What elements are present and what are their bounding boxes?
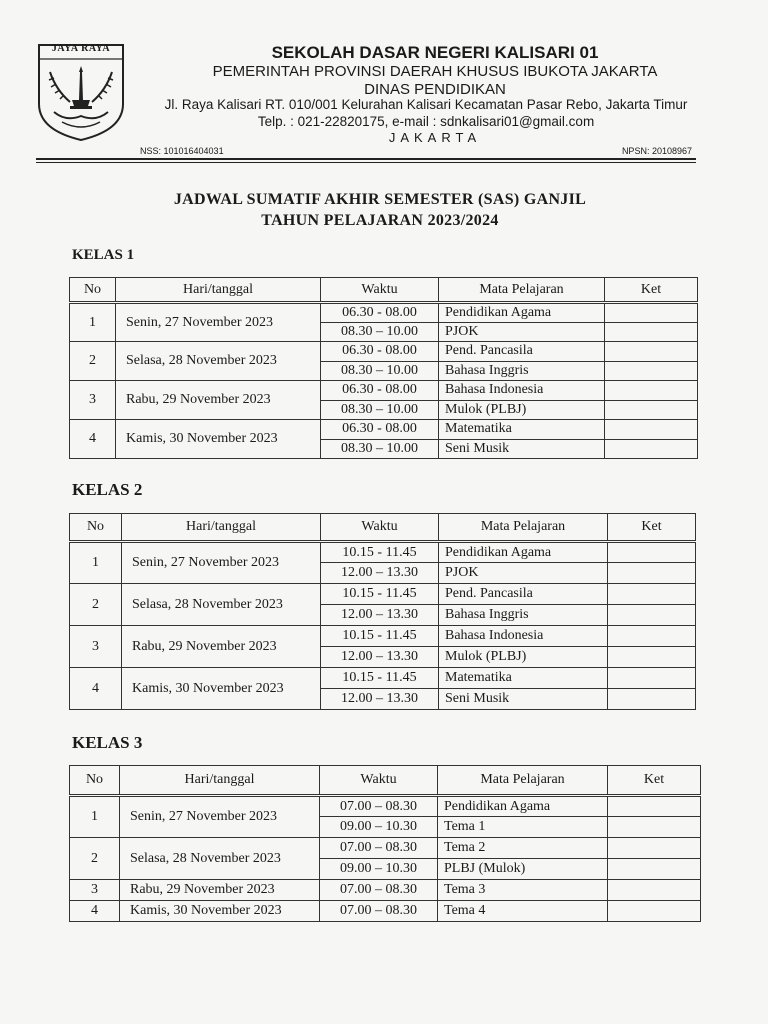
school-address: Jl. Raya Kalisari RT. 010/001 Kelurahan Kalisari Kecamatan Pasar Rebo, Jakarta Timur [164, 97, 688, 112]
exam-note [608, 584, 696, 605]
document-title: JADWAL SUMATIF AKHIR SEMESTER (SAS) GANJIL [173, 191, 587, 208]
exam-note [605, 303, 698, 323]
exam-subject: Bahasa Indonesia [439, 626, 608, 647]
logo-text: JAYA RAYA [51, 43, 111, 54]
exam-subject: Matematika [439, 420, 605, 440]
exam-note [608, 647, 696, 668]
exam-subject: Tema 2 [438, 838, 608, 859]
exam-time: 08.30 – 10.00 [321, 400, 439, 420]
exam-day: Selasa, 28 November 2023 [120, 838, 320, 880]
school-contact: Telp. : 021-22820175, e-mail : sdnkalisari01@gmail.com [257, 114, 595, 129]
exam-time: 08.30 – 10.00 [321, 439, 439, 459]
exam-time: 08.30 – 10.00 [321, 322, 439, 342]
table-row [70, 303, 698, 323]
exam-time: 07.00 – 08.30 [320, 880, 438, 901]
column-header: Hari/tanggal [120, 766, 320, 796]
table-row [70, 901, 701, 922]
column-header: Mata Pelajaran [438, 766, 608, 796]
exam-note [608, 796, 701, 817]
exam-time: 10.15 - 11.45 [321, 584, 439, 605]
table-row [70, 838, 701, 859]
kelas-2-schedule-table [69, 513, 696, 710]
exam-subject: Pendidikan Agama [439, 542, 608, 563]
kelas-2-heading: KELAS 2 [72, 480, 143, 499]
table-row [70, 381, 698, 401]
exam-note [605, 439, 698, 459]
column-header: Hari/tanggal [122, 514, 321, 542]
exam-day: Senin, 27 November 2023 [120, 796, 320, 838]
exam-time: 06.30 - 08.00 [321, 420, 439, 440]
column-header: No [70, 278, 116, 303]
exam-note [608, 563, 696, 584]
column-header: Waktu [320, 766, 438, 796]
jaya-raya-logo [36, 42, 126, 142]
row-number: 1 [70, 542, 122, 584]
exam-day: Kamis, 30 November 2023 [120, 901, 320, 922]
exam-subject: PJOK [439, 563, 608, 584]
exam-day: Kamis, 30 November 2023 [122, 668, 321, 710]
exam-subject: Pendidikan Agama [438, 796, 608, 817]
column-header: Waktu [321, 278, 439, 303]
exam-subject: Tema 1 [438, 817, 608, 838]
table-header-row [70, 278, 698, 303]
exam-note [608, 605, 696, 626]
exam-time: 07.00 – 08.30 [320, 796, 438, 817]
exam-time: 07.00 – 08.30 [320, 901, 438, 922]
exam-note [608, 838, 701, 859]
table-header-row [70, 514, 696, 542]
exam-day: Rabu, 29 November 2023 [116, 381, 321, 420]
row-number: 3 [70, 626, 122, 668]
exam-note [605, 322, 698, 342]
exam-day: Senin, 27 November 2023 [116, 303, 321, 342]
exam-subject: PJOK [439, 322, 605, 342]
column-header: Mata Pelajaran [439, 514, 608, 542]
exam-note [608, 689, 696, 710]
exam-day: Rabu, 29 November 2023 [122, 626, 321, 668]
column-header: Ket [608, 766, 701, 796]
row-number: 2 [70, 584, 122, 626]
exam-note [608, 817, 701, 838]
exam-note [608, 859, 701, 880]
government-name: PEMERINTAH PROVINSI DAERAH KHUSUS IBUKOTA JAKARTA [212, 63, 658, 80]
exam-time: 06.30 - 08.00 [321, 342, 439, 362]
exam-subject: Seni Musik [439, 689, 608, 710]
exam-day: Kamis, 30 November 2023 [116, 420, 321, 459]
exam-time: 12.00 – 13.30 [321, 647, 439, 668]
exam-note [608, 668, 696, 689]
exam-time: 06.30 - 08.00 [321, 303, 439, 323]
table-header-row [70, 766, 701, 796]
school-name: SEKOLAH DASAR NEGERI KALISARI 01 [271, 43, 599, 62]
exam-day: Rabu, 29 November 2023 [120, 880, 320, 901]
row-number: 2 [70, 342, 116, 381]
row-number: 4 [70, 668, 122, 710]
exam-time: 09.00 – 10.30 [320, 859, 438, 880]
exam-time: 10.15 - 11.45 [321, 626, 439, 647]
document-subtitle: TAHUN PELAJARAN 2023/2024 [261, 212, 499, 229]
exam-time: 10.15 - 11.45 [321, 668, 439, 689]
letterhead-divider-thin [36, 162, 696, 163]
exam-note [605, 400, 698, 420]
exam-subject: Pend. Pancasila [439, 584, 608, 605]
exam-note [605, 420, 698, 440]
kelas-3-schedule-table [69, 765, 701, 922]
exam-time: 12.00 – 13.30 [321, 563, 439, 584]
exam-note [608, 542, 696, 563]
exam-note [608, 880, 701, 901]
table-row [70, 796, 701, 817]
exam-day: Senin, 27 November 2023 [122, 542, 321, 584]
kelas-1-heading: KELAS 1 [72, 247, 135, 263]
exam-note [608, 901, 701, 922]
table-row [70, 420, 698, 440]
school-city: JAKARTA [388, 130, 482, 145]
exam-subject: Bahasa Inggris [439, 605, 608, 626]
row-number: 3 [70, 381, 116, 420]
exam-time: 06.30 - 08.00 [321, 381, 439, 401]
kelas-3-heading: KELAS 3 [72, 733, 143, 752]
exam-time: 07.00 – 08.30 [320, 838, 438, 859]
exam-note [605, 342, 698, 362]
exam-subject: Bahasa Indonesia [439, 381, 605, 401]
exam-subject: Tema 4 [438, 901, 608, 922]
exam-subject: Matematika [439, 668, 608, 689]
exam-note [605, 361, 698, 381]
exam-subject: Mulok (PLBJ) [439, 400, 605, 420]
column-header: Ket [608, 514, 696, 542]
department-name: DINAS PENDIDIKAN [364, 81, 506, 98]
exam-time: 09.00 – 10.30 [320, 817, 438, 838]
exam-note [605, 381, 698, 401]
table-row [70, 542, 696, 563]
exam-time: 08.30 – 10.00 [321, 361, 439, 381]
table-row [70, 342, 698, 362]
column-header: Ket [605, 278, 698, 303]
column-header: Hari/tanggal [116, 278, 321, 303]
exam-day: Selasa, 28 November 2023 [116, 342, 321, 381]
kelas-1-schedule-table [69, 277, 698, 459]
exam-subject: Tema 3 [438, 880, 608, 901]
letterhead-divider [36, 158, 696, 160]
exam-subject: Pend. Pancasila [439, 342, 605, 362]
row-number: 4 [70, 901, 120, 922]
column-header: Waktu [321, 514, 439, 542]
table-row [70, 668, 696, 689]
exam-note [608, 626, 696, 647]
exam-subject: Seni Musik [439, 439, 605, 459]
column-header: No [70, 766, 120, 796]
exam-day: Selasa, 28 November 2023 [122, 584, 321, 626]
row-number: 1 [70, 796, 120, 838]
row-number: 1 [70, 303, 116, 342]
exam-subject: Pendidikan Agama [439, 303, 605, 323]
row-number: 3 [70, 880, 120, 901]
exam-subject: Bahasa Inggris [439, 361, 605, 381]
row-number: 4 [70, 420, 116, 459]
exam-time: 10.15 - 11.45 [321, 542, 439, 563]
table-row [70, 584, 696, 605]
npsn-number: NPSN: 20108967 [621, 146, 692, 156]
exam-subject: PLBJ (Mulok) [438, 859, 608, 880]
exam-subject: Mulok (PLBJ) [439, 647, 608, 668]
column-header: Mata Pelajaran [439, 278, 605, 303]
nss-number: NSS: 101016404031 [140, 146, 224, 156]
table-row [70, 626, 696, 647]
exam-time: 12.00 – 13.30 [321, 689, 439, 710]
row-number: 2 [70, 838, 120, 880]
exam-time: 12.00 – 13.30 [321, 605, 439, 626]
table-row [70, 880, 701, 901]
jaya-raya-emblem-icon [36, 42, 126, 142]
column-header: No [70, 514, 122, 542]
